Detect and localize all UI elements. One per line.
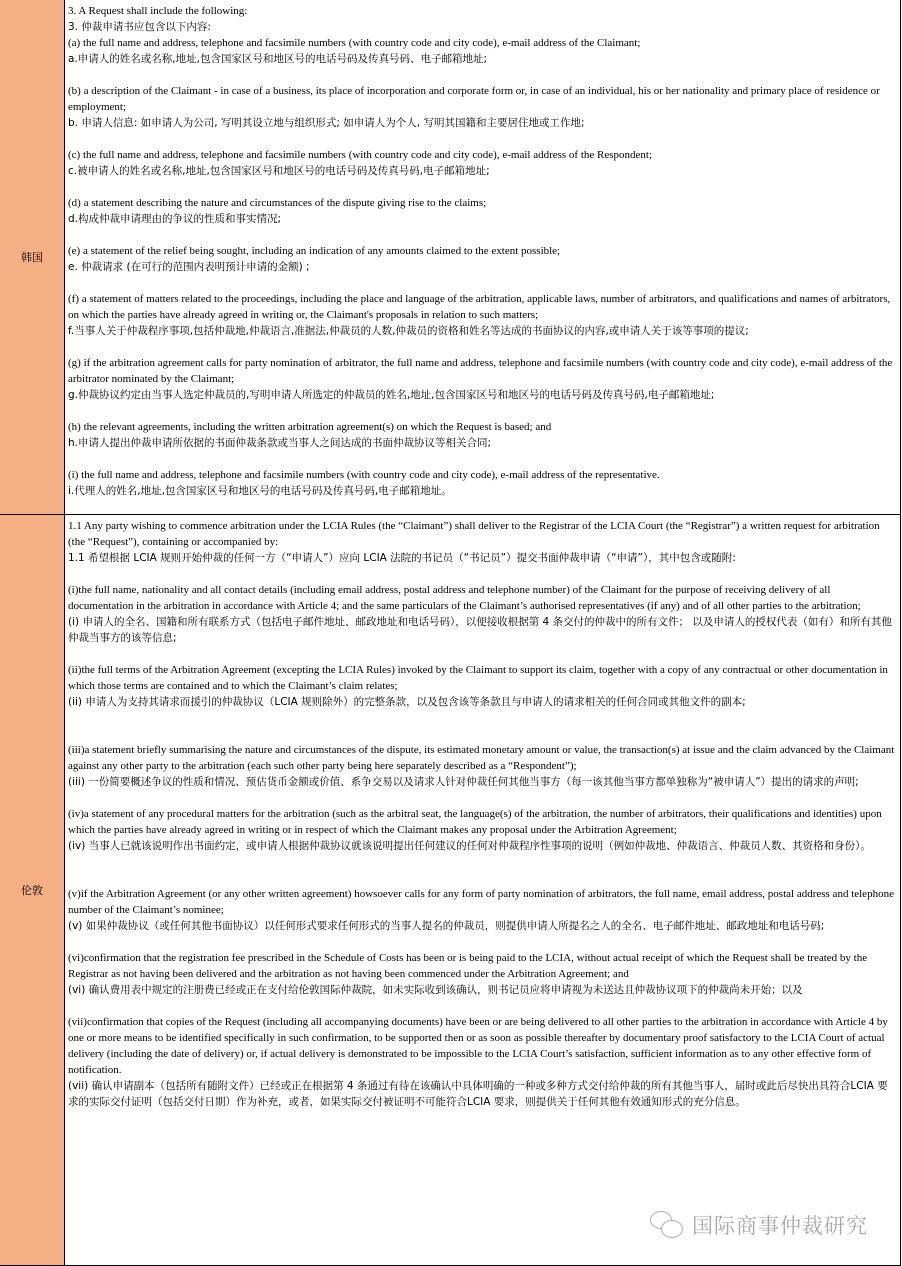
paragraph-i [68, 467, 896, 499]
paragraph-vii [68, 1014, 896, 1110]
paragraph-b [68, 83, 896, 131]
en-line: 3. A Request shall include the following: [68, 5, 248, 17]
paragraph-vi [68, 950, 896, 998]
zh-line: g.仲裁协议约定由当事人选定仲裁员的,写明申请人所选定的仲裁员的姓名,地址,包含国家区号和地区号的电话号码及传真号码,电子邮箱地址; [68, 389, 715, 401]
paragraph-h [68, 419, 896, 451]
row-content-london [65, 515, 901, 1265]
watermark-text: 国际商事仲裁研究 [692, 1214, 868, 1238]
zh-line: (i) 申请人的全名、国籍和所有联系方式（包括电子邮件地址、邮政地址和电话号码），以便接收根据第 4 条交付的仲裁中的所有文件； 以及申请人的授权代表（如有）和所有其他仲裁当事方的该等信息; [68, 616, 892, 644]
zh-line: e. 仲裁请求 (在可行的范围内表明预计申请的金额) ; [68, 261, 310, 273]
zh-line: h.申请人提出仲裁申请所依据的书面仲裁条款或当事人之间达成的书面仲裁协议等相关合同; [68, 437, 492, 449]
table-row-korea [0, 0, 901, 515]
zh-line: 1.1 希望根据 LCIA 规则开始仲裁的任何一方（“申请人”）应向 LCIA 法院的书记员（“书记员”）提交书面仲裁申请（“申请”），其中包含或随附: [68, 552, 736, 564]
paragraph-ii [68, 662, 896, 710]
paragraph-g [68, 355, 896, 403]
paragraph-v [68, 886, 896, 934]
en-line: (d) a statement describing the nature and circumstances of the dispute giving rise to the claims; [68, 197, 487, 209]
en-line: (f) a statement of matters related to the proceedings, including the place and language of the arbitration, applicable laws, number of arbitrators, and qualifications and names of arbitrators, on which the parties have already agreed in writing or, the Claimant's proposals in relation to such matters; [68, 293, 891, 321]
paragraph-c [68, 147, 896, 179]
en-line: (c) the full name and address, telephone and facsimile numbers (with country code and city code), e-mail address of the Respondent; [68, 149, 653, 161]
en-line: (v)if the Arbitration Agreement (or any other written agreement) howsoever calls for any form of party nomination of arbitrators, the full name, email address, postal address and telephone number of the Claimant’s nominee; [68, 888, 894, 916]
en-line: (iv)a statement of any procedural matters for the arbitration (such as the arbitral seat, the language(s) of the arbitration, the number of arbitrators, their qualifications and identities) upon which the parties have already agreed in writing or in respect of which the Claimant makes any proposal under the Arbitration Agreement; [68, 808, 882, 836]
paragraph-d [68, 195, 896, 227]
en-line: (h) the relevant agreements, including the written arbitration agreement(s) on which the Request is based; and [68, 421, 552, 433]
paragraph-e [68, 243, 896, 275]
en-line: (a) the full name and address, telephone and facsimile numbers (with country code and city code), e-mail address of the Claimant; [68, 37, 641, 49]
paragraph-iii [68, 742, 896, 790]
paragraph-iv [68, 806, 896, 854]
zh-line: d.构成仲裁申请理由的争议的性质和事实情况; [68, 213, 282, 225]
paragraph-1-1 [68, 518, 896, 566]
paragraph-f [68, 291, 896, 339]
en-line: (g) if the arbitration agreement calls for party nomination of arbitrator, the full name and address, telephone and facsimile numbers (with country code and city code), e-mail address of the arbitrator nominated by the Claimant; [68, 357, 893, 385]
en-line: (b) a description of the Claimant - in case of a business, its place of incorporation and corporate form or, in case of an individual, his or her nationality and primary place of residence or employment; [68, 85, 880, 113]
zh-line: 3. 仲裁申请书应包含以下内容: [68, 21, 211, 33]
paragraph-i [68, 582, 896, 646]
zh-line: c.被申请人的姓名或名称,地址,包含国家区号和地区号的电话号码及传真号码,电子邮箱地址; [68, 165, 490, 177]
en-line: (i)the full name, nationality and all contact details (including email address, postal address and telephone number) of the Claimant for the purpose of receiving delivery of all documentation in the arbitration in accordance with Article 4; and the same particulars of the Claimant’s authorised representatives (if any) and of all other parties to the arbitration; [68, 584, 861, 612]
row-label-london: 伦敦 [0, 515, 65, 1265]
en-line: (vii)confirmation that copies of the Request (including all accompanying documents) have been or are being delivered to all other parties to the arbitration in accordance with Article 4 by one or more means to be identified specifically in such confirmation, to be supported then or as soon as possible thereafter by documentary proof satisfactory to the LCIA Court of actual delivery (including the date of delivery) or, if actual delivery is demonstrated to be impossible to the LCIA Court’s satisfaction, sufficient information as to any other effective form of notification. [68, 1016, 888, 1076]
en-line: (i) the full name and address, telephone and facsimile numbers (with country code and city code), e-mail address of the representative. [68, 469, 660, 481]
zh-line: a.申请人的姓名或名称,地址,包含国家区号和地区号的电话号码及传真号码、电子邮箱地址; [68, 53, 487, 65]
en-line: (vi)confirmation that the registration fee prescribed in the Schedule of Costs has been or is being paid to the LCIA, without actual receipt of which the Request shall be treated by the Registrar as not having been delivered and the arbitration as not having been commenced under the Arbitration Agreement; and [68, 952, 868, 980]
zh-line: f.当事人关于仲裁程序事项,包括仲裁地,仲裁语言,准据法,仲裁员的人数,仲裁员的资格和姓名等达成的书面协议的内容,或申请人关于该等事项的提议; [68, 325, 749, 337]
zh-line: b. 申请人信息: 如申请人为公司, 写明其设立地与组织形式; 如申请人为个人, 写明其国籍和主要居住地或工作地; [68, 117, 585, 129]
watermark [650, 1210, 868, 1240]
zh-line: (ii) 申请人为支持其请求而援引的仲裁协议（LCIA 规则除外）的完整条款，以及包含该等条款且与申请人的请求相关的任何合同或其他文件的副本; [68, 696, 746, 708]
wechat-icon [650, 1211, 684, 1239]
en-line: (ii)the full terms of the Arbitration Agreement (excepting the LCIA Rules) invoked by the Claimant to support its claim, together with a copy of any contractual or other documentation in which those terms are contained and to which the Claimant’s claim relates; [68, 664, 888, 692]
zh-line: (iv) 当事人已就该说明作出书面约定，或申请人根据仲裁协议就该说明提出任何建议的任何对仲裁程序性事项的说明（例如仲裁地、仲裁语言、仲裁员人数、其资格和身份）。 [68, 840, 871, 852]
row-label-korea: 韩国 [0, 0, 65, 514]
zh-line: (vi) 确认费用表中规定的注册费已经或正在支付给伦敦国际仲裁院，如未实际收到该确认，则书记员应将申请视为未送达且仲裁协议项下的仲裁尚未开始；以及 [68, 984, 803, 996]
en-line: 1.1 Any party wishing to commence arbitration under the LCIA Rules (the “Claimant”) shall deliver to the Registrar of the LCIA Court (the “Registrar”) a written request for arbitration (the “Request”), containing or accompanied by: [68, 520, 880, 548]
row-content-korea [65, 0, 901, 514]
table-row-london [0, 515, 901, 1266]
zh-line: i.代理人的姓名,地址,包含国家区号和地区号的电话号码及传真号码,电子邮箱地址。 [68, 485, 452, 497]
paragraph-intro-a [68, 3, 896, 67]
zh-line: (v) 如果仲裁协议（或任何其他书面协议）以任何形式要求任何形式的当事人提名的仲裁员，则提供申请人所提名之人的全名、电子邮件地址、邮政地址和电话号码; [68, 920, 825, 932]
en-line: (iii)a statement briefly summarising the nature and circumstances of the dispute, its estimated monetary amount or value, the transaction(s) at issue and the claim advanced by the Claimant against any other party to the arbitration (each such other party being here separately described as a “Respondent”); [68, 744, 895, 772]
en-line: (e) a statement of the relief being sought, including an indication of any amounts claimed to the extent possible; [68, 245, 561, 257]
zh-line: (iii) 一份简要概述争议的性质和情况、预估货币金额或价值、系争交易以及请求人针对仲裁任何其他当事方（每一该其他当事方都单独称为“被申请人”）提出的请求的声明; [68, 776, 859, 788]
zh-line: (vii) 确认申请副本（包括所有随附文件）已经或正在根据第 4 条通过有待在该确认中具体明确的一种或多种方式交付给仲裁的所有其他当事人，届时或此后尽快出具符合LCIA 要求的实际交付证明（包括交付日期）作为补充，或者，如果实际交付被证明不可能符合LCIA 要求，则提供关于任何其他有效通知形式的充分信息。 [68, 1080, 888, 1108]
